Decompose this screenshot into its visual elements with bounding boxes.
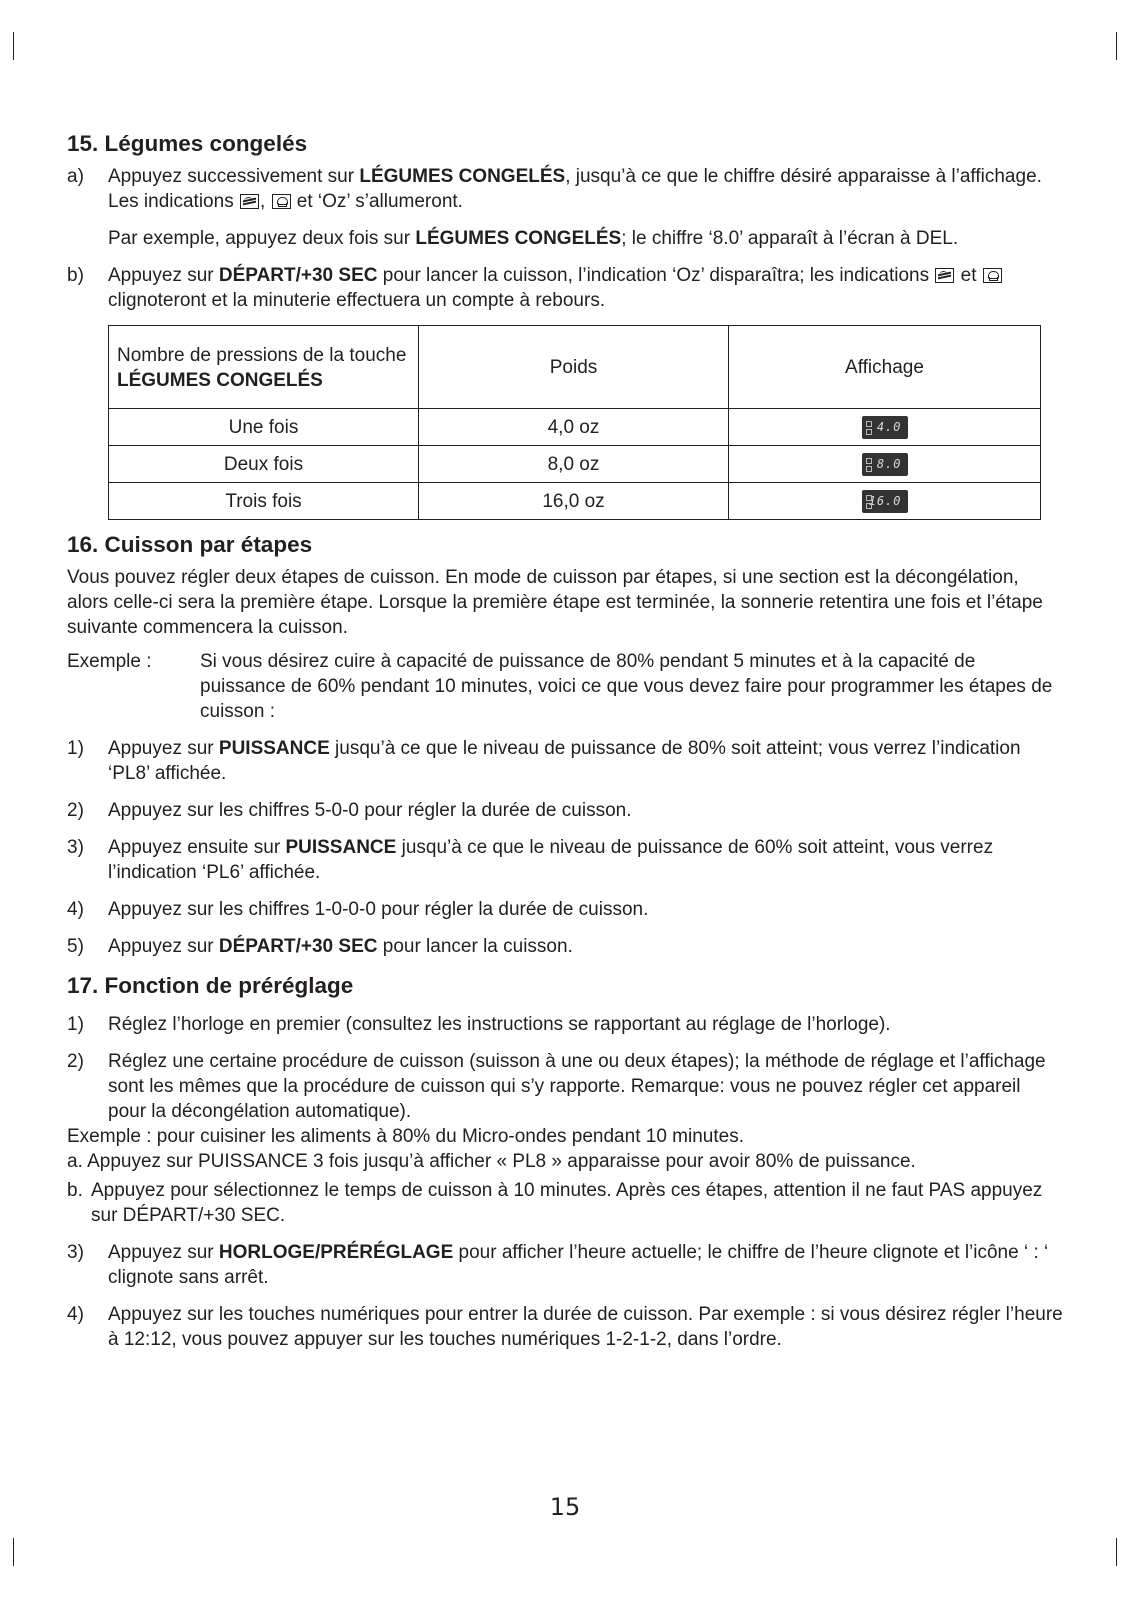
step-1: 1) Appuyez sur PUISSANCE jusqu’à ce que le niveau de puissance de 80% soit atteint; vous verrez l’indication ‘PL8’ affichée. [67,738,1021,784]
chef-hat-icon [983,268,1002,283]
example-text: Si vous désirez cuire à capacité de puissance de 80% pendant 5 minutes et à la capacité de puissance de 60% pendant 10 minutes, voici ce que vous devez faire pour programmer les étapes de cuisson : [200,651,1053,722]
table-header-presses: Nombre de pressions de la touche LÉGUMES CONGELÉS [109,326,419,409]
step-2: 2) Réglez une certaine procédure de cuisson (suisson à une ou deux étapes); la méthode de réglage et l’affichage sont les mêmes que la procédure de cuisson qui s’y rapporte. Remarque: vous ne pouvez régler cet appareil pour la décongélation automatique). [67,1051,1046,1122]
weight-cell: 4,0 oz [419,409,729,446]
crop-mark [13,32,14,60]
led-display: 16.0 [862,490,908,513]
frozen-vegetables-table [108,325,1041,520]
example-label: Exemple : [67,651,152,672]
step-3: 3) Appuyez ensuite sur PUISSANCE jusqu’à ce que le niveau de puissance de 60% soit atteint, vous verrez l’indication ‘PL6’ affichée. [67,837,994,883]
step-1: 1) Réglez l’horloge en premier (consultez les instructions se rapportant au réglage de l’horloge). [67,1014,891,1035]
section-17-title: 17. Fonction de préréglage [67,973,354,998]
chef-hat-icon [272,194,291,209]
section-15-title: 15. Légumes congelés [67,131,308,156]
page-content [67,130,1063,1352]
display-cell [729,483,1041,520]
step-label: a) [67,166,84,187]
step-2: 2) Appuyez sur les chiffres 5-0-0 pour régler la durée de cuisson. [67,800,632,821]
table-header-weight: Poids [419,326,729,409]
display-cell [729,409,1041,446]
step-5: 5) Appuyez sur DÉPART/+30 SEC pour lancer la cuisson. [67,936,573,957]
weight-cell: 16,0 oz [419,483,729,520]
step-4: 4) Appuyez sur les touches numériques pour entrer la durée de cuisson. Par exemple : si vous désirez régler l’heure à 12:12, vous pouvez appuyer sur les touches numériques 1-2-1-2, dans l’ordre. [67,1304,1063,1350]
display-cell [729,446,1041,483]
presses-cell: Deux fois [109,446,419,483]
presses-cell: Trois fois [109,483,419,520]
table-row [109,446,1041,483]
crop-mark [13,1538,14,1566]
table-row [109,483,1041,520]
step-a: a) Appuyez successivement sur LÉGUMES CONGELÉS, jusqu’à ce que le chiffre désiré apparaisse à l’affichage. Les indications , et ‘Oz’ s’allumeront. [67,166,1042,212]
presses-cell: Une fois [109,409,419,446]
example-row [67,649,1063,724]
led-display: 8.0 [862,453,908,476]
table-header-display: Affichage [729,326,1041,409]
step-b: b) Appuyez sur DÉPART/+30 SEC pour lancer la cuisson, l’indication ‘Oz’ disparaîtra; les indications et clignoteront et la minuterie effectuera un compte à rebours. [67,263,1063,313]
section-16-intro: Vous pouvez régler deux étapes de cuisson. En mode de cuisson par étapes, si une section est la décongélation, alors celle-ci sera la première étape. Lorsque la première étape est terminée, la sonnerie retentira une fois et l’étape suivante commencera la cuisson. [67,567,1043,638]
weight-cell: 8,0 oz [419,446,729,483]
step-4: 4) Appuyez sur les chiffres 1-0-0-0 pour régler la durée de cuisson. [67,899,649,920]
page-number: 15 [549,1493,581,1521]
example-line: Exemple : pour cuisiner les aliments à 80% du Micro-ondes pendant 10 minutes. [67,1126,744,1147]
sub-step-a: a. Appuyez sur PUISSANCE 3 fois jusqu’à afficher « PL8 » apparaisse pour avoir 80% de puissance. [67,1151,916,1172]
example-paragraph: Par exemple, appuyez deux fois sur LÉGUMES CONGELÉS; le chiffre ‘8.0’ apparaît à l’écran à DEL. [108,228,959,249]
crop-mark [1116,1538,1117,1566]
table-row [109,409,1041,446]
led-display: 4.0 [862,416,908,439]
step-3: 3) Appuyez sur HORLOGE/PRÉRÉGLAGE pour afficher l’heure actuelle; le chiffre de l’heure clignote et l’icône ‘ : ‘ clignote sans arrêt. [67,1242,1049,1288]
frozen-vegetables-icon [240,194,259,209]
step-label: b) [67,265,84,286]
sub-step-b: b. Appuyez pour sélectionnez le temps de cuisson à 10 minutes. Après ces étapes, attention il ne faut PAS appuyez sur DÉPART/+30 SEC. [67,1180,1043,1226]
section-16-title: 16. Cuisson par étapes [67,532,313,557]
frozen-vegetables-icon [935,268,954,283]
crop-mark [1116,32,1117,60]
